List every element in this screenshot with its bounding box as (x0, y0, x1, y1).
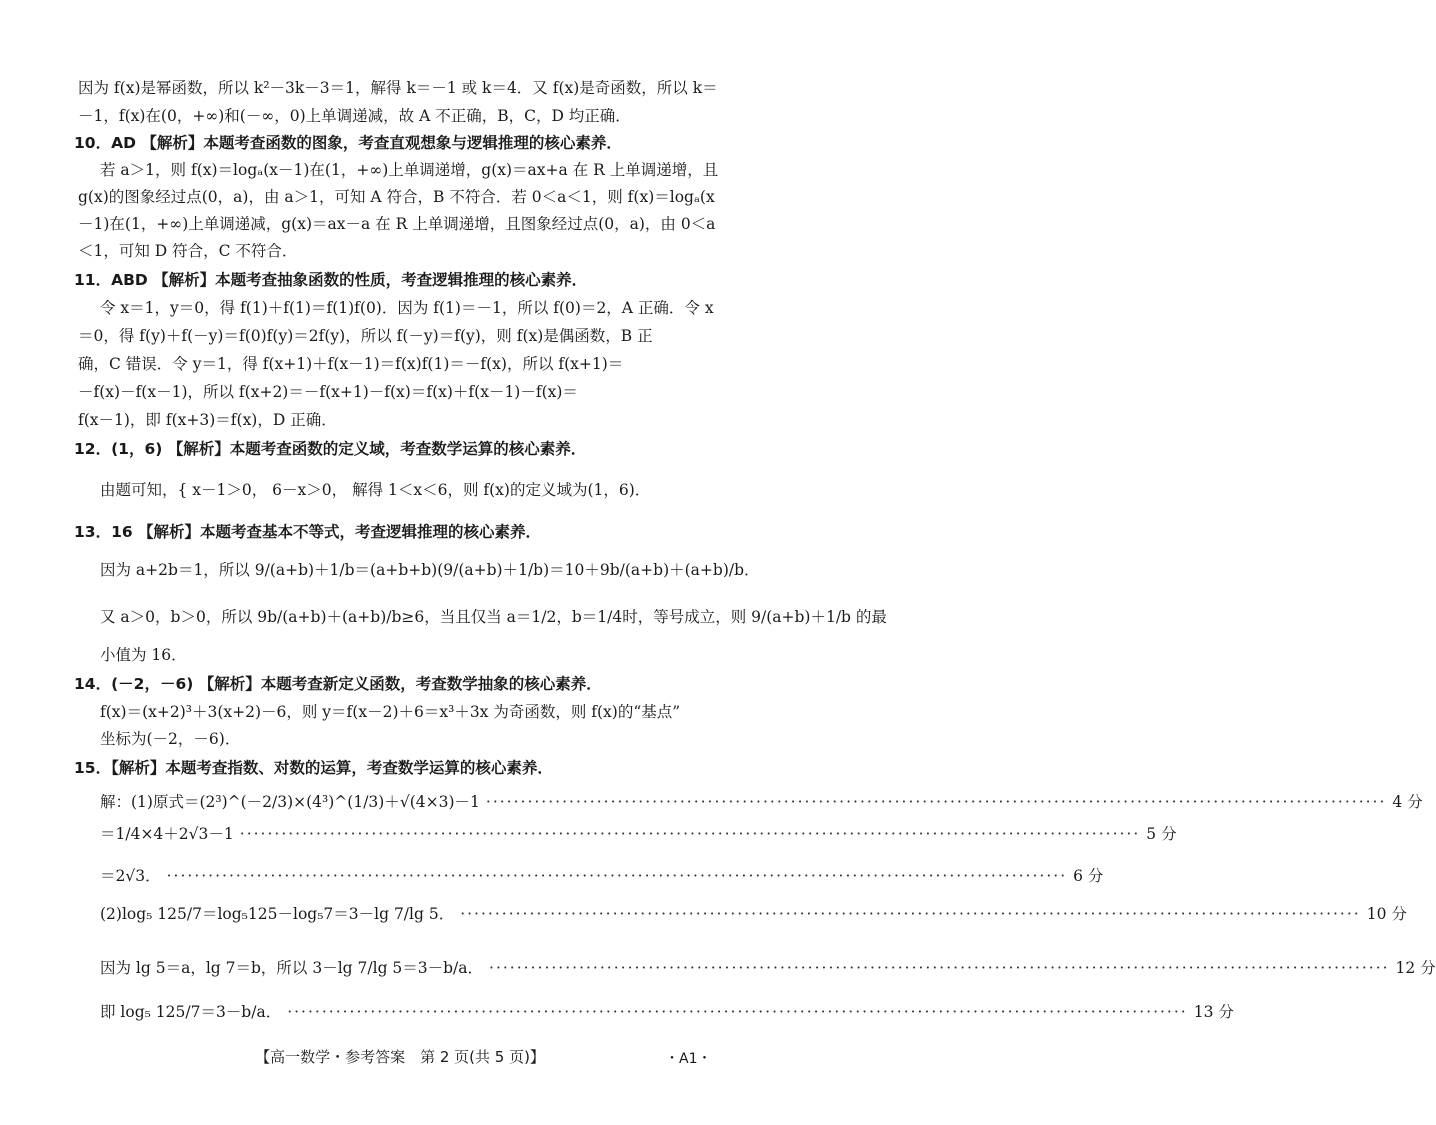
dot-leader (486, 788, 1387, 816)
score-text: 即 log₅ 125/7＝3－b/a． (100, 1003, 282, 1021)
q13-heading: 13．16 【解析】本题考查基本不等式，考查逻辑推理的核心素养． (74, 523, 542, 541)
q11-heading: 11．ABD 【解析】本题考查抽象函数的性质，考查逻辑推理的核心素养． (74, 271, 588, 289)
text-line: 由题可知，{ x－1＞0， 6－x＞0， 解得 1＜x＜6，则 f(x)的定义域为(1，6)． (100, 481, 651, 499)
score-line (100, 998, 1234, 1026)
q10-heading: 10．AD 【解析】本题考查函数的图象，考查直观想象与逻辑推理的核心素养． (74, 134, 622, 152)
score-text: 因为 lg 5＝a，lg 7＝b，所以 3－lg 7/lg 5＝3－b/a． (100, 959, 484, 977)
text-line: 因为 f(x)是幂函数，所以 k²－3k－3＝1，解得 k＝－1 或 k＝4．又 f(x)是奇函数，所以 k＝ (78, 79, 718, 97)
text-line: 令 x＝1，y＝0，得 f(1)＋f(1)＝f(1)f(0)．因为 f(1)＝－1，所以 f(0)＝2，A 正确．令 x (100, 299, 714, 317)
score-text: (2)log₅ 125/7＝log₅125－log₅7＝3－lg 7/lg 5． (100, 905, 455, 923)
text-line: －f(x)－f(x－1)，所以 f(x+2)＝－f(x+1)－f(x)＝f(x)＋f(x－1)－f(x)＝ (78, 383, 578, 401)
score-line (100, 862, 1104, 890)
text-line: 又 a＞0，b＞0，所以 9b/(a+b)＋(a+b)/b≥6，当且仅当 a＝1/2，b＝1/4时，等号成立，则 9/(a+b)＋1/b 的最 (100, 608, 887, 626)
text-line: f(x)＝(x+2)³＋3(x+2)－6，则 y＝f(x－2)＋6＝x³＋3x 为奇函数，则 f(x)的“基点” (100, 703, 681, 721)
dot-leader (167, 862, 1068, 890)
text-line: f(x－1)，即 f(x+3)＝f(x)，D 正确． (78, 411, 337, 429)
score-points: 5 分 (1146, 825, 1177, 843)
dot-leader (287, 998, 1188, 1026)
page-footer: 【高一数学・参考答案 第 2 页(共 5 页)】 (255, 1048, 545, 1066)
score-points: 6 分 (1073, 867, 1104, 885)
score-text: 解：(1)原式＝(2³)^(－2/3)×(4³)^(1/3)＋√(4×3)－1 (100, 793, 480, 811)
text-line: 因为 a+2b＝1，所以 9/(a+b)＋1/b＝(a+b+b)(9/(a+b)＋1/b)＝10＋9b/(a+b)＋(a+b)/b． (100, 561, 760, 579)
text-line: 坐标为(－2，－6)． (100, 730, 241, 748)
text-line: 确，C 错误．令 y＝1，得 f(x+1)＋f(x－1)＝f(x)f(1)＝－f(x)，所以 f(x+1)＝ (78, 355, 624, 373)
paper-tag: ・A1・ (665, 1051, 712, 1067)
score-points: 10 分 (1366, 905, 1407, 923)
score-line (100, 788, 1423, 816)
score-points: 4 分 (1392, 793, 1423, 811)
score-line (100, 820, 1177, 848)
score-points: 12 分 (1395, 959, 1436, 977)
dot-leader (489, 954, 1390, 982)
score-text: ＝2√3． (100, 867, 161, 885)
q12-heading: 12．(1，6) 【解析】本题考查函数的定义域，考查数学运算的核心素养． (74, 440, 587, 458)
text-line: 小值为 16． (100, 646, 187, 664)
text-line: －1，f(x)在(0，+∞)和(－∞，0)上单调递减，故 A 不正确，B，C，D 均正确． (78, 107, 631, 125)
dot-leader (240, 820, 1141, 848)
score-line (100, 954, 1436, 982)
text-line: －1)在(1，+∞)上单调递减，g(x)＝ax－a 在 R 上单调递增，且图象经过点(0，a)，由 0＜a (78, 215, 716, 233)
q15-heading: 15．【解析】本题考查指数、对数的运算，考查数学运算的核心素养． (74, 759, 553, 777)
text-line: g(x)的图象经过点(0，a)，由 a＞1，可知 A 符合，B 不符合．若 0＜a＜1，则 f(x)＝logₐ(x (78, 188, 715, 206)
score-points: 13 分 (1193, 1003, 1234, 1021)
dot-leader (460, 900, 1361, 928)
text-line: ＝0，得 f(y)＋f(－y)＝f(0)f(y)＝2f(y)，所以 f(－y)＝f(y)，则 f(x)是偶函数，B 正 (78, 327, 653, 345)
text-line: ＜1，可知 D 符合，C 不符合． (78, 242, 298, 260)
text-line: 若 a＞1，则 f(x)＝logₐ(x－1)在(1，+∞)上单调递增，g(x)＝ax+a 在 R 上单调递增，且 (100, 161, 719, 179)
q14-heading: 14．(－2，－6) 【解析】本题考查新定义函数，考查数学抽象的核心素养． (74, 675, 602, 693)
score-line (100, 900, 1407, 928)
score-text: ＝1/4×4＋2√3－1 (100, 825, 234, 843)
